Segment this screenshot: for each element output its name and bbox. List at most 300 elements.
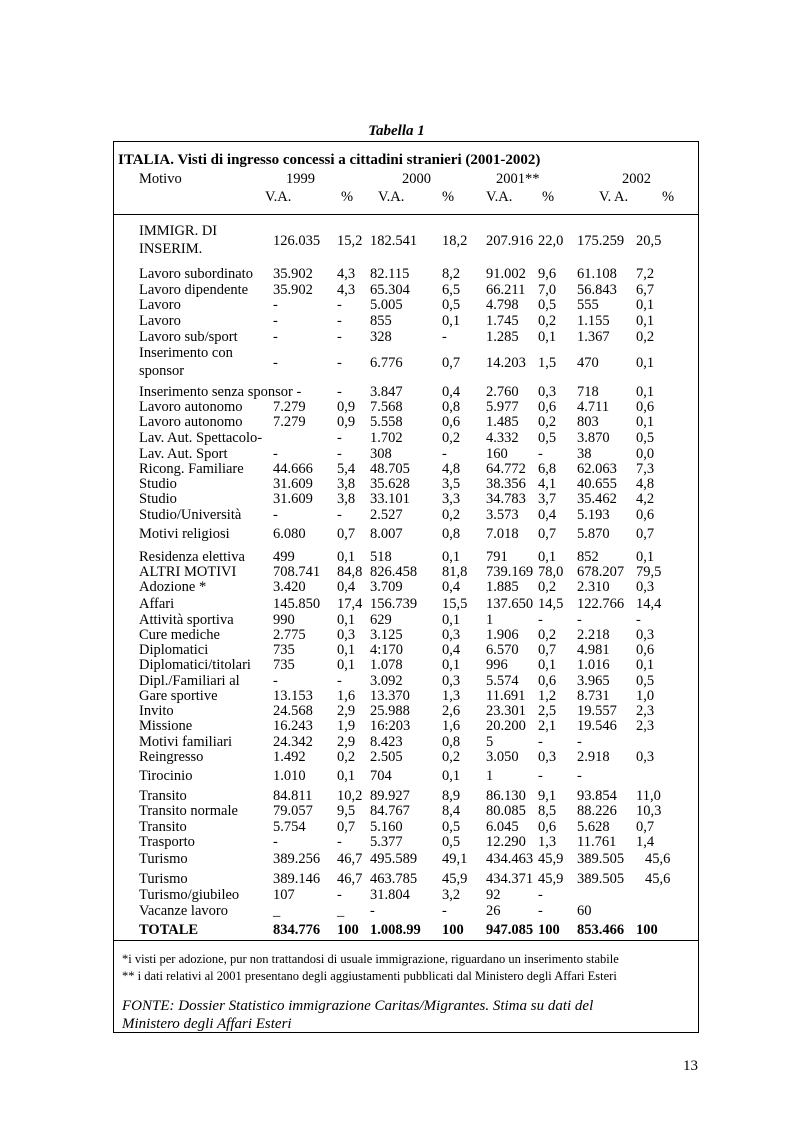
table-cell: 5.574 (486, 673, 519, 689)
row-label: Inserimento con (139, 345, 233, 361)
row-label: Affari (139, 596, 175, 612)
table-cell: 14.203 (486, 355, 526, 371)
table-cell: 0,6 (538, 399, 557, 415)
table-cell: 61.108 (577, 266, 617, 282)
table-cell: 2,6 (442, 703, 461, 719)
table-cell: 84,8 (337, 564, 363, 580)
table-cell: 38.356 (486, 476, 526, 492)
table-cell: 4.798 (486, 297, 519, 313)
table-cell: 64.772 (486, 461, 526, 477)
table-cell: 5.558 (370, 414, 403, 430)
table-cell: 3.870 (577, 430, 610, 446)
table-cell: 22,0 (538, 233, 564, 249)
table-cell: 100 (442, 922, 464, 938)
table-cell: 35.902 (273, 282, 313, 298)
table-cell: 0,8 (442, 399, 461, 415)
table-cell: - (538, 887, 543, 903)
table-cell: 0,3 (538, 749, 557, 765)
row-label: Reingresso (139, 749, 204, 765)
table-cell: 65.304 (370, 282, 410, 298)
table-cell: 80.085 (486, 803, 526, 819)
table-cell: 5.005 (370, 297, 403, 313)
table-cell: 5.193 (577, 507, 610, 523)
table-cell: - (273, 355, 278, 371)
table-cell: 9,6 (538, 266, 557, 282)
table-cell: 328 (370, 329, 392, 345)
table-cell: - (538, 768, 543, 784)
table-cell: 92 (486, 887, 501, 903)
subheader-pct: % (442, 189, 455, 205)
table-cell: 4.711 (577, 399, 610, 415)
table-cell: - (337, 446, 342, 462)
table-cell: 19.557 (577, 703, 617, 719)
table-cell: 46,7 (337, 851, 363, 867)
table-cell: 389.146 (273, 871, 321, 887)
table-cell: - (442, 903, 447, 919)
table-cell: 145.850 (273, 596, 321, 612)
table-cell: 175.259 (577, 233, 625, 249)
table-cell: 48.705 (370, 461, 410, 477)
table-cell: 0,9 (337, 399, 356, 415)
table-cell: 0,9 (337, 414, 356, 430)
table-cell: 0,3 (538, 384, 557, 400)
table-cell: 19.546 (577, 718, 617, 734)
table-cell: 0,3 (636, 627, 655, 643)
table-cell: 1.745 (486, 313, 519, 329)
table-cell: 947.085 (486, 922, 534, 938)
row-label: INSERIM. (139, 241, 203, 257)
table-cell: 389.505 (577, 851, 625, 867)
table-cell: 86.130 (486, 788, 526, 804)
table-cell: - (577, 612, 582, 628)
table-cell: 2.218 (577, 627, 610, 643)
table-cell: 0,6 (538, 673, 557, 689)
table-cell: 0,1 (636, 414, 655, 430)
table-cell: 6.080 (273, 526, 306, 542)
table-cell: 555 (577, 297, 599, 313)
source-line: FONTE: Dossier Statistico immigrazione Caritas/Migrantes. Stima su dati del (122, 998, 594, 1014)
table-cell: 0,3 (442, 627, 461, 643)
row-label: Gare sportive (139, 688, 218, 704)
table-cell: 45,6 (645, 871, 671, 887)
table-cell: 5.377 (370, 834, 403, 850)
table-cell: 2.527 (370, 507, 403, 523)
table-cell: - (337, 507, 342, 523)
table-cell: 11.691 (486, 688, 526, 704)
table-cell: 499 (273, 549, 295, 565)
table-cell: 207.916 (486, 233, 534, 249)
row-label: ALTRI MOTIVI (139, 564, 237, 580)
table-cell: 434.371 (486, 871, 534, 887)
table-cell: 18,2 (442, 233, 468, 249)
table-cell: 84.811 (273, 788, 313, 804)
table-cell: 2,9 (337, 734, 356, 750)
footer-divider (113, 940, 699, 941)
table-cell: 79,5 (636, 564, 662, 580)
subheader-va: V.A. (265, 189, 292, 205)
table-cell: 3,7 (538, 491, 557, 507)
table-cell: 5 (486, 734, 494, 750)
table-cell: 46,7 (337, 871, 363, 887)
table-cell: - (337, 887, 342, 903)
table-cell: 0,5 (636, 673, 655, 689)
table-cell: 2,3 (636, 703, 655, 719)
table-cell: 0,2 (538, 627, 557, 643)
table-cell: 107 (273, 887, 295, 903)
table-cell: 0,3 (636, 579, 655, 595)
table-cell: 13.370 (370, 688, 410, 704)
table-cell: - (273, 313, 278, 329)
table-cell: 44.666 (273, 461, 313, 477)
table-cell: 708.741 (273, 564, 321, 580)
table-cell: 10,2 (337, 788, 363, 804)
table-cell: 4,2 (636, 491, 655, 507)
row-label: Studio/Università (139, 507, 242, 523)
table-cell: 0,1 (337, 768, 356, 784)
table-cell: 0,7 (636, 526, 655, 542)
table-cell: 20,5 (636, 233, 662, 249)
row-label: Turismo (139, 851, 188, 867)
row-label: Transito (139, 819, 187, 835)
table-cell: 6,7 (636, 282, 655, 298)
table-cell: 2,5 (538, 703, 557, 719)
table-cell: - (273, 297, 278, 313)
table-cell: 0,4 (442, 384, 461, 400)
table-cell: 45,9 (442, 871, 468, 887)
table-cell: 93.854 (577, 788, 617, 804)
table-cell: 12.290 (486, 834, 526, 850)
table-cell: 9,5 (337, 803, 356, 819)
table-cell: 34.783 (486, 491, 526, 507)
table-cell: 15,2 (337, 233, 363, 249)
table-cell: 0,2 (442, 749, 461, 765)
header-year-2002: 2002 (622, 171, 651, 187)
table-cell: 0,1 (442, 768, 461, 784)
row-label: Invito (139, 703, 174, 719)
table-cell: 35.628 (370, 476, 410, 492)
table-cell: 1,0 (636, 688, 655, 704)
table-cell: 0,6 (636, 642, 655, 658)
table-cell: 4,8 (442, 461, 461, 477)
table-cell: 11,0 (636, 788, 661, 804)
row-label: Lavoro (139, 313, 181, 329)
table-cell: 0,4 (538, 507, 557, 523)
table-cell: 0,2 (538, 313, 557, 329)
table-cell: 0,1 (442, 549, 461, 565)
table-cell: - (538, 903, 543, 919)
row-label: Trasporto (139, 834, 195, 850)
table-cell: 7.018 (486, 526, 519, 542)
table-cell: 0,1 (538, 329, 557, 345)
table-cell: 3.965 (577, 673, 610, 689)
table-cell: 996 (486, 657, 508, 673)
row-label: Motivi religiosi (139, 526, 230, 542)
table-cell: 82.115 (370, 266, 410, 282)
table-cell: 31.609 (273, 491, 313, 507)
header-motivo: Motivo (139, 171, 182, 187)
table-cell: 0,8 (442, 526, 461, 542)
table-cell: 0,3 (442, 673, 461, 689)
table-cell: 2,9 (337, 703, 356, 719)
row-label: Lav. Aut. Spettacolo- (139, 430, 263, 446)
table-cell: 834.776 (273, 922, 321, 938)
table-cell: 8.007 (370, 526, 403, 542)
table-cell: 1.906 (486, 627, 519, 643)
table-cell: 23.301 (486, 703, 526, 719)
table-cell: - (337, 834, 342, 850)
header-year-1999: 1999 (286, 171, 315, 187)
row-label: Turismo (139, 871, 188, 887)
row-label: Inserimento senza sponsor - (139, 384, 302, 400)
table-cell: 0,1 (442, 612, 461, 628)
table-cell: 2.310 (577, 579, 610, 595)
table-cell: 45,9 (538, 871, 564, 887)
table-cell: 2.505 (370, 749, 403, 765)
table-cell: 7,0 (538, 282, 557, 298)
table-cell: 20.200 (486, 718, 526, 734)
table-cell: 100 (636, 922, 658, 938)
source-line: Ministero degli Affari Esteri (122, 1016, 292, 1032)
header-divider (113, 214, 699, 215)
table-cell: - (273, 834, 278, 850)
table-cell: 704 (370, 768, 392, 784)
table-cell: 0,7 (337, 526, 356, 542)
table-cell: - (337, 430, 342, 446)
table-cell: 4,1 (538, 476, 557, 492)
table-cell: 7.279 (273, 414, 306, 430)
table-cell: 0,2 (538, 414, 557, 430)
table-title: ITALIA. Visti di ingresso concessi a cittadini stranieri (2001-2002) (118, 152, 541, 168)
table-cell: - (636, 612, 641, 628)
row-label: Transito normale (139, 803, 238, 819)
table-cell: 13.153 (273, 688, 313, 704)
table-cell: 7,2 (636, 266, 655, 282)
table-cell: _ (337, 903, 345, 919)
row-label: Transito (139, 788, 187, 804)
subheader-pct: % (542, 189, 555, 205)
footnote: *i visti per adozione, pur non trattandosi di usuale immigrazione, riguardano un inserimento stabile (122, 952, 619, 966)
table-cell: 735 (273, 642, 295, 658)
table-cell: 0,1 (337, 642, 356, 658)
table-cell: 3,2 (442, 887, 461, 903)
table-cell: - (577, 768, 582, 784)
table-cell: 0,5 (538, 430, 557, 446)
table-cell: 5.754 (273, 819, 306, 835)
table-cell: 1,4 (636, 834, 655, 850)
table-cell: 6,5 (442, 282, 461, 298)
table-cell: 0,1 (636, 657, 655, 673)
table-cell: 2,3 (636, 718, 655, 734)
table-cell: 4,3 (337, 282, 356, 298)
table-cell: - (538, 734, 543, 750)
table-cell: 60 (577, 903, 592, 919)
table-cell: 0,5 (636, 430, 655, 446)
row-label: Diplomatici (139, 642, 209, 658)
table-cell: 0,1 (636, 297, 655, 313)
table-cell: 25.988 (370, 703, 410, 719)
table-cell: 718 (577, 384, 599, 400)
table-cell: 7.279 (273, 399, 306, 415)
table-cell: 852 (577, 549, 599, 565)
table-cell: 49,1 (442, 851, 468, 867)
table-cell: 0,6 (636, 507, 655, 523)
row-label: Lav. Aut. Sport (139, 446, 228, 462)
table-cell: 1.367 (577, 329, 610, 345)
row-label: Diplomatici/titolari (139, 657, 251, 673)
table-cell: - (538, 446, 543, 462)
table-cell: 4:170 (370, 642, 404, 658)
table-cell: 14,4 (636, 596, 662, 612)
table-caption: Tabella 1 (368, 123, 425, 139)
table-cell: 739.169 (486, 564, 534, 580)
table-cell: 0,3 (337, 627, 356, 643)
table-cell: 3,8 (337, 491, 356, 507)
table-cell: 1 (486, 612, 494, 628)
row-label: Lavoro (139, 297, 181, 313)
table-cell: 1.016 (577, 657, 610, 673)
table-cell: - (538, 612, 543, 628)
table-cell: 4.332 (486, 430, 519, 446)
table-cell: - (337, 673, 342, 689)
table-cell: - (442, 329, 447, 345)
table-cell: 3.420 (273, 579, 306, 595)
table-cell: _ (273, 903, 281, 919)
table-cell: 3.573 (486, 507, 519, 523)
table-cell: 91.002 (486, 266, 526, 282)
table-cell: 3.092 (370, 673, 403, 689)
table-cell: 16:203 (370, 718, 411, 734)
table-cell: 0,4 (337, 579, 356, 595)
table-cell: 389.256 (273, 851, 321, 867)
row-label: Lavoro autonomo (139, 399, 243, 415)
table-cell: 678.207 (577, 564, 625, 580)
table-cell: 182.541 (370, 233, 418, 249)
table-cell: 0,3 (636, 749, 655, 765)
table-cell: 6,8 (538, 461, 557, 477)
table-cell: - (337, 329, 342, 345)
row-label: Studio (139, 491, 177, 507)
table-cell: 0,4 (442, 579, 461, 595)
table-cell: 0,2 (337, 749, 356, 765)
table-cell: - (337, 384, 342, 400)
table-cell: 5.870 (577, 526, 610, 542)
table-cell: 17,4 (337, 596, 363, 612)
table-cell: 1.155 (577, 313, 610, 329)
table-cell: 1,6 (337, 688, 356, 704)
table-cell: 33.101 (370, 491, 410, 507)
table-cell: - (273, 446, 278, 462)
subheader-pct: % (341, 189, 354, 205)
table-cell: - (337, 313, 342, 329)
table-cell: 3.050 (486, 749, 519, 765)
table-cell: 56.843 (577, 282, 617, 298)
table-cell: 26 (486, 903, 501, 919)
table-cell: 853.466 (577, 922, 625, 938)
table-cell: 8,5 (538, 803, 557, 819)
table-cell: - (337, 297, 342, 313)
table-cell: 24.342 (273, 734, 313, 750)
table-cell: 8,4 (442, 803, 461, 819)
table-cell: 6.570 (486, 642, 519, 658)
table-cell: 8,9 (442, 788, 461, 804)
table-cell: - (337, 355, 342, 371)
table-cell: 100 (538, 922, 560, 938)
row-label: Adozione * (139, 579, 207, 595)
table-cell: 126.035 (273, 233, 321, 249)
table-cell: 24.568 (273, 703, 313, 719)
table-cell: 0,1 (636, 384, 655, 400)
table-cell: 0,6 (538, 819, 557, 835)
table-cell: 2.760 (486, 384, 519, 400)
table-cell: 1.492 (273, 749, 306, 765)
table-cell: 803 (577, 414, 599, 430)
table-cell: 0,2 (442, 430, 461, 446)
table-cell: 0,1 (538, 657, 557, 673)
table-cell: 2,1 (538, 718, 557, 734)
table-cell: 791 (486, 549, 508, 565)
row-label: Studio (139, 476, 177, 492)
row-label: Attività sportiva (139, 612, 234, 628)
table-cell: 160 (486, 446, 508, 462)
table-cell: 735 (273, 657, 295, 673)
table-cell: 0,1 (636, 549, 655, 565)
table-cell: 0,2 (636, 329, 655, 345)
table-cell: 0,1 (337, 657, 356, 673)
table-cell: 826.458 (370, 564, 418, 580)
table-cell: 14,5 (538, 596, 564, 612)
table-cell: 0,7 (442, 355, 461, 371)
table-cell: 0,6 (442, 414, 461, 430)
table-cell: 15,5 (442, 596, 468, 612)
table-cell: 8.731 (577, 688, 610, 704)
page-number: 13 (683, 1058, 698, 1074)
table-cell: - (273, 507, 278, 523)
table-cell: 6.045 (486, 819, 519, 835)
table-cell: 9,1 (538, 788, 557, 804)
table-cell: 0,1 (538, 549, 557, 565)
table-cell: 78,0 (538, 564, 564, 580)
table-cell: 1.885 (486, 579, 519, 595)
row-label: Lavoro sub/sport (139, 329, 238, 345)
table-cell: 308 (370, 446, 392, 462)
row-label: Motivi familiari (139, 734, 233, 750)
row-label: TOTALE (139, 922, 199, 938)
table-cell: 31.804 (370, 887, 410, 903)
row-label: Lavoro dipendente (139, 282, 249, 298)
table-cell: 0,5 (442, 819, 461, 835)
row-label: Lavoro subordinato (139, 266, 253, 282)
table-cell: 0,7 (636, 819, 655, 835)
table-cell: 6.776 (370, 355, 403, 371)
table-cell: - (273, 673, 278, 689)
table-cell: 84.767 (370, 803, 410, 819)
table-cell: 0,5 (442, 834, 461, 850)
row-label: Vacanze lavoro (139, 903, 228, 919)
table-cell: 45,6 (645, 851, 671, 867)
table-cell: 35.462 (577, 491, 617, 507)
table-cell: 88.226 (577, 803, 617, 819)
table-cell: - (273, 329, 278, 345)
table-cell: 5.977 (486, 399, 519, 415)
table-cell: 156.739 (370, 596, 418, 612)
table-cell: 62.063 (577, 461, 617, 477)
table-cell: 11.761 (577, 834, 617, 850)
table-cell: 0,2 (538, 579, 557, 595)
table-cell: 5,4 (337, 461, 356, 477)
table-cell: 0,6 (636, 399, 655, 415)
table-cell: 35.902 (273, 266, 313, 282)
table-cell: 1.010 (273, 768, 306, 784)
